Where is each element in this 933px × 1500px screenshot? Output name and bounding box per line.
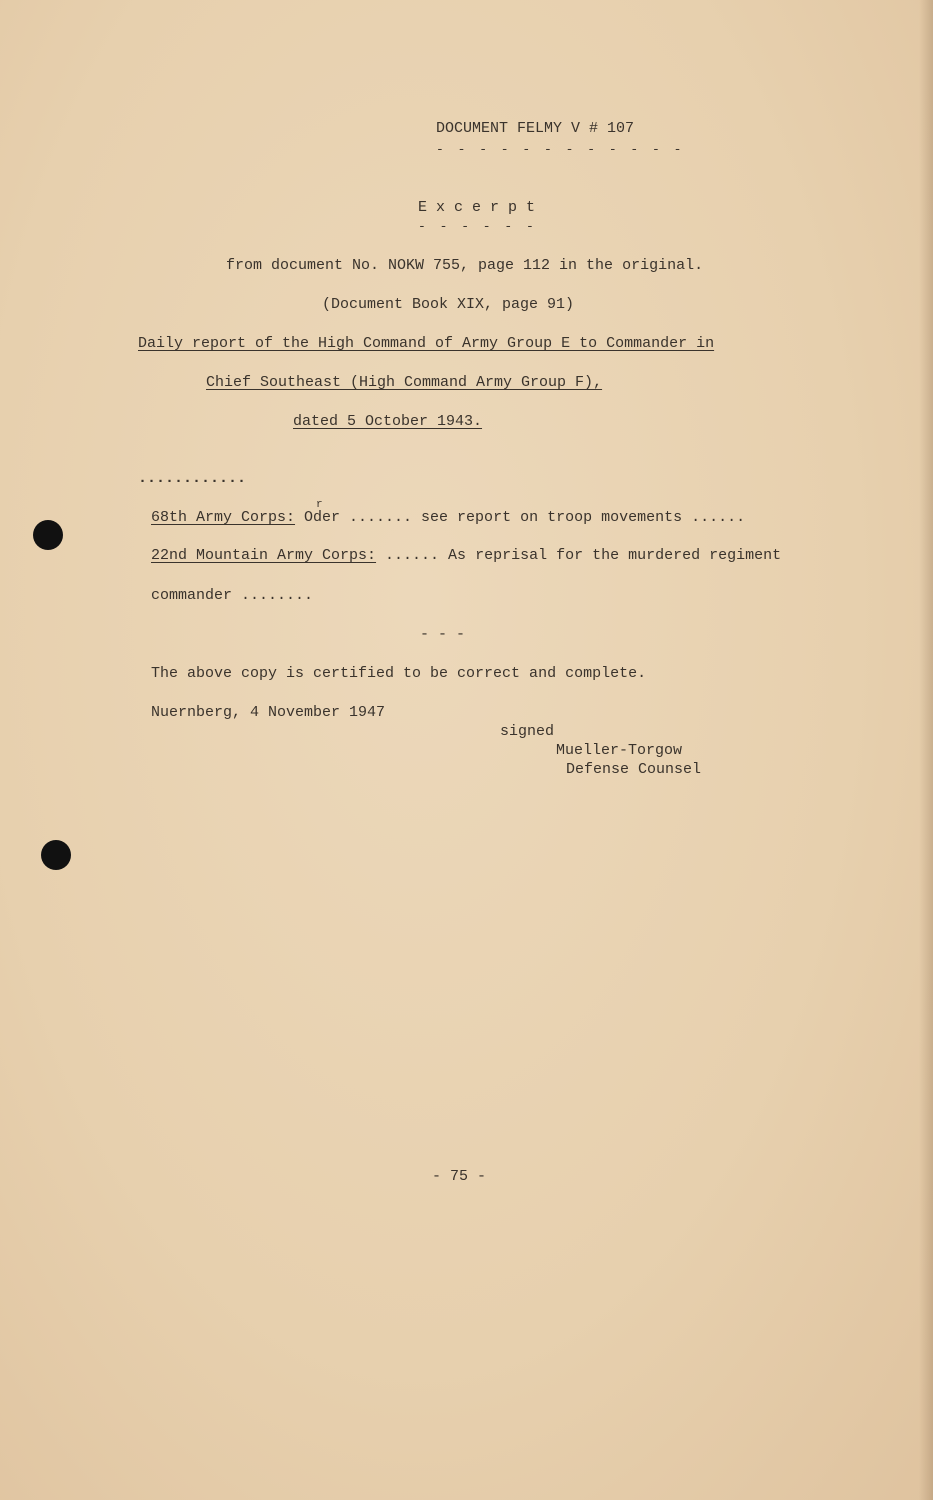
corps-22-entry — [151, 547, 781, 565]
document-id-rule: - - - - - - - - - - - - — [436, 142, 685, 157]
handwritten-correction: r — [316, 499, 323, 511]
excerpt-rule: - - - - - - — [418, 219, 537, 234]
excerpt-heading: E x c e r p t — [418, 199, 536, 216]
source-line: from document No. NOKW 755, page 112 in the original. — [226, 257, 704, 274]
corps-68-text: Oder ....... see report on troop movements ...... — [295, 509, 746, 526]
report-title-line-1: Daily report of the High Command of Army Group E to Commander in — [138, 335, 715, 352]
certification-statement: The above copy is certified to be correct and complete. — [151, 665, 647, 682]
page-number: - 75 - — [432, 1168, 487, 1185]
corps-68-entry — [151, 509, 745, 527]
punch-hole — [33, 520, 63, 550]
signatory-role: Defense Counsel — [566, 761, 702, 778]
corps-22-continuation: commander ........ — [151, 587, 314, 604]
signed-label: signed — [500, 723, 555, 740]
corps-22-text: ...... As reprisal for the murdered regiment — [376, 547, 782, 564]
document-id: DOCUMENT FELMY V # 107 — [436, 120, 635, 137]
section-separator: - - - — [420, 626, 466, 643]
corps-22-label: 22nd Mountain Army Corps: — [151, 547, 377, 564]
omission-ellipsis: ............ — [138, 470, 247, 487]
place-and-date: Nuernberg, 4 November 1947 — [151, 704, 386, 721]
signatory-name: Mueller-Torgow — [556, 742, 683, 759]
punch-hole — [41, 840, 71, 870]
report-title-line-3: dated 5 October 1943. — [293, 413, 483, 430]
document-book-line: (Document Book XIX, page 91) — [322, 296, 575, 313]
corps-68-label: 68th Army Corps: — [151, 509, 296, 526]
page-edge-shadow — [919, 0, 933, 1500]
report-title-line-2: Chief Southeast (High Command Army Group F), — [206, 374, 603, 391]
